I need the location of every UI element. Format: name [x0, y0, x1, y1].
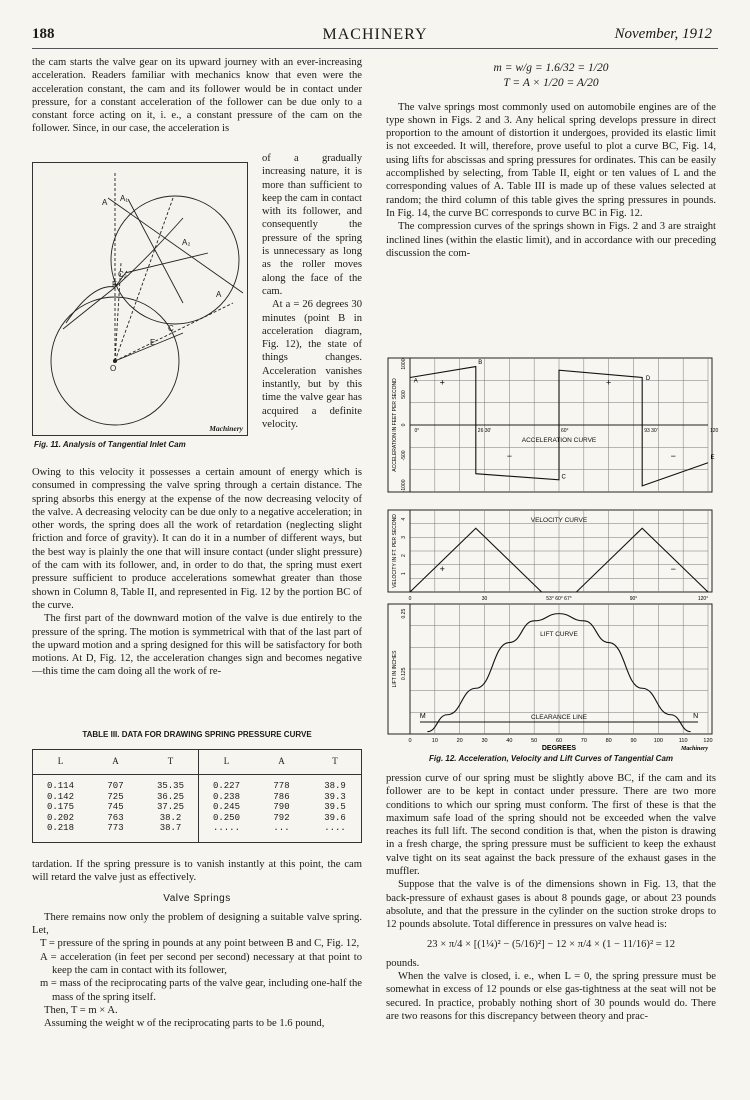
y-tick-label: 0.125	[401, 667, 407, 681]
x-tick-label: 80	[605, 738, 612, 744]
table-cells: 0.227 0.238 0.245 0.250 .....	[212, 781, 240, 833]
section-heading: Valve Springs	[163, 892, 231, 904]
sign-label: +	[439, 563, 445, 574]
sign-label: −	[506, 451, 512, 462]
page-number: 188	[32, 26, 55, 42]
table-header: A	[254, 750, 309, 775]
x-mark-label: 0	[408, 596, 412, 602]
label-c: C	[168, 324, 174, 333]
x-mark-label: 0°	[414, 428, 420, 434]
paragraph-compression: The compression curves of the springs shown in Figs. 2 and 3 are straight inclined lines (within the elastic limit), and in accordance with our preceding discussion the com-	[386, 221, 716, 259]
x-tick-label: 90	[630, 738, 637, 744]
table-3	[32, 730, 362, 843]
table-col-l2	[199, 750, 254, 842]
table-col-l1	[33, 750, 88, 842]
y-tick-label: 1000	[401, 358, 407, 370]
paragraph-first: The first part of the downward motion of the valve is due entirely to the pressure of the spring. The motion is symmetrical with that of the last part of the upward motion and a spring designed for this will be satisfactory for both motions. At D, Fig. 12, the acceleration changes sign and becomes negative—this time the cam doing all the work of re-	[32, 613, 362, 678]
x-mark-label: 53° 60° 67°	[546, 596, 572, 602]
paragraph-pressure: pression curve of our spring must be slightly above BC, if the cam and its follower are to be kept in contact under pressure. There are two more conditions to which our spring must conform. The first of these is that the maximum safe load of the spring should not be exceeded when the valve reaches its full lift. The second condition is that, when the piston is drawing in a fresh charge, the spring pressure must be sufficient to keep the exhaust valve tight on its seat against the back pressure of the exhaust gases in the muffler.	[386, 773, 716, 878]
equation-t: T = A × 1/20 = A/20	[503, 77, 599, 90]
x-tick-label: 40	[506, 738, 513, 744]
x-tick-label: 10	[431, 738, 438, 744]
curve-name: LIFT CURVE	[540, 631, 578, 638]
page-header	[0, 20, 750, 46]
table-col-a2	[254, 750, 309, 842]
table-cells: 707 725 745 763 773	[107, 781, 124, 833]
label-a: A	[102, 198, 108, 207]
y-tick-label: 4	[401, 517, 407, 521]
table-cells: 778 786 790 792 ...	[273, 781, 290, 833]
right-column-bottom	[386, 772, 716, 1023]
point-label-m: M	[419, 713, 426, 720]
table-3-frame	[32, 749, 362, 843]
x-tick-label: 100	[653, 738, 663, 744]
paragraph-wrap-2: At a = 26 degrees 30 minutes (point B in acceleration diagram, Fig. 12), the state of things changes. Acceleration vanishes instantly, but by this time the valve gear has acquired a definite velocity.	[262, 299, 362, 430]
definition-t: T = pressure of the spring in pounds at any point between B and C, Fig. 12,	[40, 938, 360, 950]
x-axis-label: DEGREES	[541, 745, 577, 752]
paragraph-owing: Owing to this velocity it possesses a certain amount of energy which is consumed in compressing the valve spring through a certain distance. The spring absorbs this energy at the expense of the now decreasing velocity of the valve. A decreasing velocity can be due only to a negative acceleration; in other words, the spring does all the work of retardation (neglecting slight friction and force of gravity). It can do it in a number of different ways, but the best way is plainly the one that will insure contact (under slight pressure) of the cam with its follower, and, in order to do that, the spring must exert pressure sufficient to produce accelerations somewhat greater than those shown in Column 8, Table II, and represented in Fig. 12 by the portion BC of the curve.	[32, 467, 362, 611]
x-mark-label: 60°	[561, 428, 569, 434]
journal-title: MACHINERY	[322, 26, 428, 43]
y-tick-label: -500	[401, 450, 407, 461]
table-col-a1	[88, 750, 143, 842]
point-label: E	[710, 455, 715, 462]
paragraph-suppose: Suppose that the valve is of the dimensions shown in Fig. 13, that the back-pressure of exhaust gases is about 8 pounds gage, or about 23 pounds absolute, and that the pressure in the cylinder on the suction stroke drops to 12 pounds absolute. Total difference in pressures on valve head is:	[386, 879, 716, 931]
y-axis-label: VELOCITY IN FT. PER SECOND	[392, 514, 398, 588]
sign-label: +	[606, 377, 612, 388]
x-tick-label: 30	[481, 738, 488, 744]
table-header: T	[143, 750, 198, 775]
label-a2: A₂	[182, 238, 191, 247]
right-column-top	[386, 58, 716, 260]
x-mark-label: 120	[710, 428, 719, 434]
figure-11-caption: Fig. 11. Analysis of Tangential Inlet Cam	[34, 440, 186, 449]
figure-11-wraptext	[262, 152, 362, 431]
y-tick-label: 500	[401, 390, 407, 399]
annotation-clearance: CLEARANCE LINE	[531, 714, 587, 721]
x-tick-label: 70	[580, 738, 587, 744]
sign-label: −	[670, 451, 676, 462]
x-tick-label: 50	[531, 738, 538, 744]
table-divider	[198, 750, 201, 842]
x-tick-label: 120	[703, 738, 713, 744]
x-mark-label: 120°	[697, 596, 709, 602]
header-rule	[32, 48, 718, 49]
definition-m: m = mass of the reciprocating parts of the valve gear, including one-half the mass of the spring itself.	[40, 978, 362, 1003]
table-header: L	[33, 750, 88, 775]
y-tick-label: 0	[401, 423, 407, 427]
x-tick-label: 0	[408, 738, 412, 744]
table-3-title: TABLE III. DATA FOR DRAWING SPRING PRESSURE CURVE	[82, 730, 312, 739]
paragraph-springs: The valve springs most commonly used on automobile engines are of the type shown in Figs. 2 and 3. Any helical spring develops pressure in direct proportion to the amount of distortion it undergoes, provided its elastic limit is not exceeded. It will, therefore, prove useful to plot a curve BC, Fig. 14, using lifts for abscissas and spring pressures for ordinates. This can be easily accomplished by selecting, from Table II, eight or ten values of L and the corresponding values of A. Table III is made up of these values selected at random; the third column of this table gives the spring pressures in pounds. In Fig. 14, the curve BC corresponds to curve BC in Fig. 12.	[386, 101, 716, 219]
curve-name: ACCELERATION CURVE	[521, 437, 597, 445]
paragraph-pounds: pounds.	[386, 957, 420, 969]
y-tick-label: -1000	[401, 479, 407, 493]
label-f: F	[112, 280, 117, 289]
table-cells: 38.9 39.3 39.5 39.6 ....	[324, 781, 346, 833]
figure-12	[386, 354, 719, 763]
figure-11-watermark: Machinery	[209, 424, 243, 433]
y-axis-label: ACCELERATION IN FEET PER SECOND	[392, 378, 398, 472]
point-label: D	[645, 375, 651, 382]
point-label-n: N	[693, 713, 699, 720]
issue-date: November, 1912	[614, 26, 712, 42]
label-c2: C₂	[118, 270, 127, 279]
chart-watermark: Machinery	[681, 746, 708, 752]
paragraph-intro: the cam starts the valve gear on its upward journey with an ever-increasing acceleration. Readers familiar with mechanics know that even were the acceleration constant, the cam and its follower would be in contact under pressure, for a constant acceleration of the follower can be due only to a constant force acting on it, i. e., a constant pressure of the cam on the follower. Since, in our case, the acceleration is	[32, 57, 362, 135]
y-axis-label: LIFT IN INCHES	[392, 650, 398, 688]
table-cells: 35.35 36.25 37.25 38.2 38.7	[156, 781, 184, 833]
x-mark-label: 26 30′	[477, 428, 492, 434]
x-mark-label: 90°	[629, 596, 638, 602]
point-label: C	[561, 474, 566, 481]
y-tick-label: 2	[401, 554, 407, 557]
curve-name: VELOCITY CURVE	[530, 517, 588, 524]
label-e: E	[150, 338, 156, 347]
table-header: T	[309, 750, 361, 775]
point-label: A	[413, 378, 418, 385]
table-cells: 0.114 0.142 0.175 0.202 0.218	[46, 781, 74, 833]
equation-m: m = w/g = 1.6/32 = 1/20	[493, 62, 609, 74]
table-col-t2	[309, 750, 361, 842]
label-a-outer: A	[216, 290, 222, 299]
point-label: B	[478, 360, 483, 367]
y-tick-label: 3	[401, 535, 407, 539]
left-column-middle	[32, 466, 362, 679]
definition-a: A = acceleration (in feet per second per second) necessary at that point to keep the cam in contact with its follower,	[40, 951, 362, 977]
paragraph-tardation: tardation. If the spring pressure is to vanish instantly at this point, the cam will retard the valve just as effectively.	[32, 859, 362, 884]
y-tick-label: 1	[401, 572, 407, 576]
x-mark-label: 93 30′	[644, 428, 658, 434]
x-tick-label: 20	[456, 738, 463, 744]
x-tick-label: 110	[678, 738, 688, 744]
figure-12-caption: Fig. 12. Acceleration, Velocity and Lift Curves of Tangential Cam	[428, 754, 674, 763]
paragraph-assume: Assuming the weight w of the reciprocating parts to be 1.6 pound,	[44, 1018, 325, 1030]
left-column-bottom	[32, 858, 362, 1031]
chart-figure-12	[386, 354, 719, 754]
label-o: O	[110, 364, 117, 373]
equation-then: Then, T = m × A.	[44, 1004, 118, 1016]
paragraph-remains: There remains now only the problem of designing a suitable valve spring. Let,	[32, 911, 362, 937]
table-col-t1	[143, 750, 198, 842]
x-tick-label: 60	[555, 738, 563, 744]
paragraph-wrap: of a gradually increasing nature, it is more than sufficient to keep the cam in contact with its follower, and consequently the pressure of the spring is unnecessary as long as the roller moves along the face of the cam.	[262, 153, 363, 297]
x-mark-label: 30	[481, 596, 488, 602]
equation-pressure: 23 × π/4 × [(1¼)² − (5/16)²] − 12 × π/4 × (1 − 11/16)² = 12	[427, 938, 675, 950]
table-header: A	[88, 750, 143, 775]
figure-11-labels	[32, 162, 246, 434]
left-column-top	[32, 56, 362, 136]
table-header: L	[199, 750, 254, 775]
label-a1: A₁	[120, 194, 129, 203]
sign-label: −	[670, 563, 676, 574]
paragraph-closed: When the valve is closed, i. e., when L = 0, the spring pressure must be somewhat in excess of 12 pounds or else gas-tightness at the seat will not be secured. In practice, probably nothing short of 30 pounds would do. There are two reasons for this discrepancy between theory and prac-	[386, 971, 716, 1023]
y-tick-label: 0.25	[401, 608, 407, 619]
sign-label: +	[439, 377, 445, 388]
